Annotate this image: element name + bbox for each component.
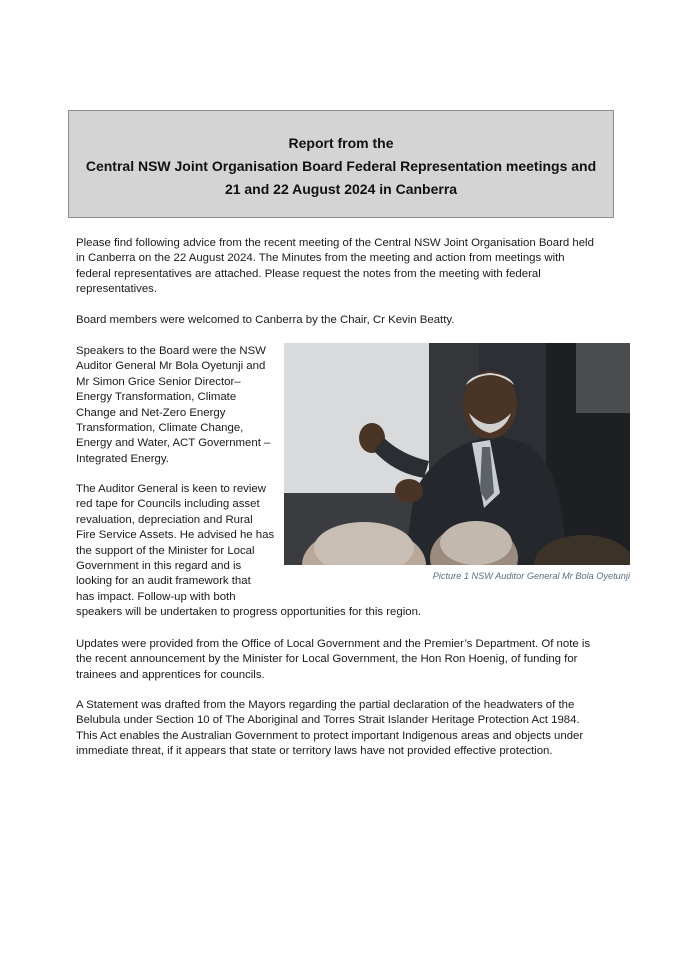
text-line: Belubula under Section 10 of The Aboriginal and Torres Strait Islander Heritage Protection Act 1984. <box>76 714 580 727</box>
text-line: Energy and Water, ACT Government – <box>76 437 271 450</box>
text-line: looking for an audit framework that <box>76 575 251 588</box>
text-line: Please find following advice from the recent meeting of the Central NSW Joint Organisation Board held <box>76 237 594 249</box>
photo-caption: Picture 1 NSW Auditor General Mr Bola Oyetunji <box>432 571 630 581</box>
text-line: Updates were provided from the Office of Local Government and the Premier’s Department. Of note is <box>76 638 591 650</box>
text-line: Mr Simon Grice Senior Director– <box>76 375 241 388</box>
text-line: Integrated Energy. <box>76 452 169 465</box>
text-line: speakers will be undertaken to progress opportunities for this region. <box>76 606 422 619</box>
text-line: revaluation, depreciation and Rural <box>76 513 253 526</box>
updates-paragraph <box>76 637 616 683</box>
text-line: Board members were welcomed to Canberra by the Chair, Cr Kevin Beatty. <box>76 314 455 326</box>
text-line: A Statement was drafted from the Mayors regarding the partial declaration of the headwaters of the <box>76 699 575 711</box>
text-line: Speakers to the Board were the NSW <box>76 345 266 357</box>
text-line: representatives. <box>76 283 158 296</box>
auditor-general-photo <box>284 343 630 565</box>
text-line: This Act enables the Australian Government to protect important Indigenous areas and objects under <box>76 729 584 742</box>
title-line-3: 21 and 22 August 2024 in Canberra <box>224 181 458 197</box>
intro-paragraph <box>76 236 616 298</box>
text-line: Energy Transformation, Climate <box>76 391 237 404</box>
welcome-paragraph <box>76 313 616 328</box>
text-line: The Auditor General is keen to review <box>76 483 266 495</box>
title-line-1: Report from the <box>288 135 394 151</box>
text-line: red tape for Councils including asset <box>76 498 260 511</box>
report-title-box <box>68 110 614 218</box>
text-line: in Canberra on the 22 August 2024. The Minutes from the meeting and action from meetings with <box>76 252 565 265</box>
text-line: the recent announcement by the Minister for Local Government, the Hon Ron Hoenig, of funding for <box>76 653 578 666</box>
text-line: Change and Net-Zero Energy <box>76 406 226 419</box>
text-line: Transformation, Climate Change, <box>76 422 244 435</box>
statement-paragraph <box>76 698 616 760</box>
text-line: the support of the Minister for Local <box>76 544 255 557</box>
text-line: Auditor General Mr Bola Oyetunji and <box>76 360 266 373</box>
text-line: immediate threat, if it appears that state or territory laws have not provided effective protection. <box>76 745 553 758</box>
text-line: Government in this regard and is <box>76 560 242 573</box>
text-line: has impact. Follow-up with both <box>76 590 236 603</box>
text-line: Fire Service Assets. He advised he has <box>76 529 275 542</box>
title-line-2: Central NSW Joint Organisation Board Federal Representation meetings and <box>85 158 597 174</box>
text-line: trainees and apprentices for councils. <box>76 668 265 681</box>
text-line: federal representatives are attached. Please request the notes from the meeting with federal <box>76 267 541 280</box>
